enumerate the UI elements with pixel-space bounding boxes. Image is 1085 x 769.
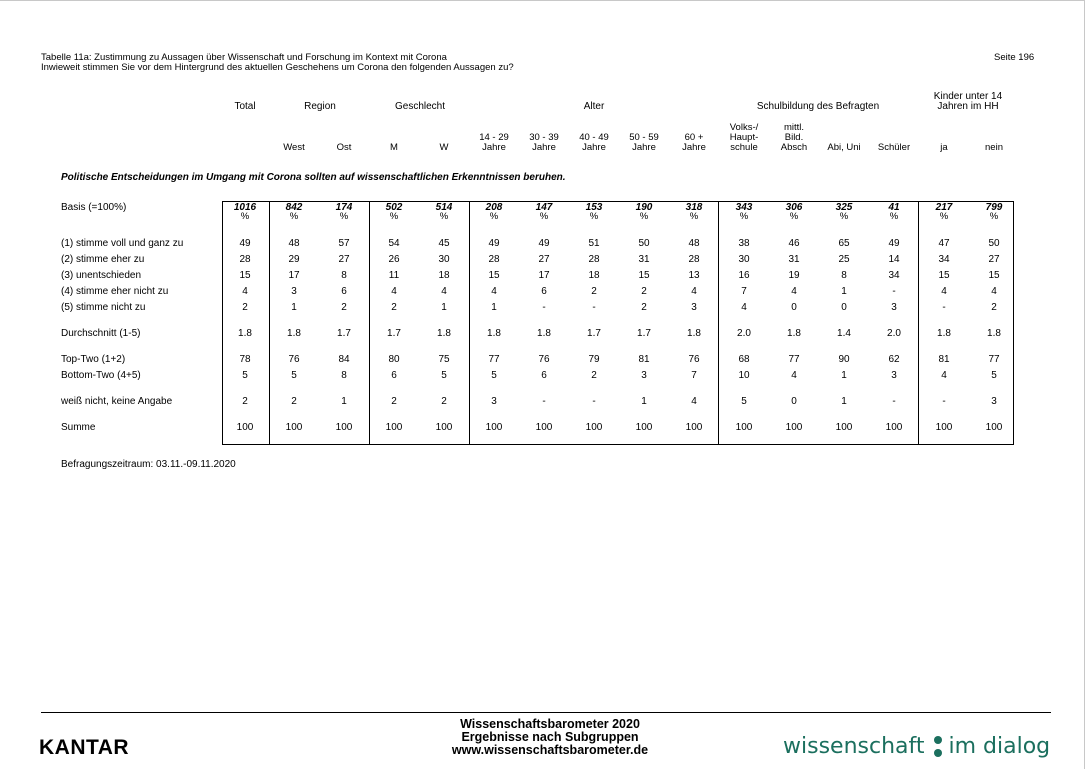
table-cell: 49: [538, 238, 550, 249]
table-cell: 100: [385, 422, 403, 433]
table-cell: 17: [538, 270, 550, 281]
basis-percent-cell: %: [789, 211, 799, 222]
page-number: Seite 196: [994, 52, 1035, 63]
table-cell: 1.7: [337, 328, 351, 339]
table-cell: 47: [938, 238, 950, 249]
table-cell: -: [892, 286, 896, 297]
table-cell: 26: [388, 254, 400, 265]
basis-cell: 306: [785, 202, 803, 213]
table-cell: 10: [738, 370, 750, 381]
table-cell: 1.8: [937, 328, 951, 339]
table-cell: 15: [988, 270, 1000, 281]
table-cell: 8: [341, 370, 347, 381]
basis-cell: 41: [888, 202, 900, 213]
basis-cell: 343: [735, 202, 753, 213]
table-cell: 4: [691, 286, 697, 297]
column-header-l2: 30 - 39: [529, 132, 559, 143]
column-header-l3: Jahre: [682, 142, 706, 153]
table-cell: 2: [391, 302, 397, 313]
basis-cell: 799: [985, 202, 1003, 213]
table-cell: 100: [285, 422, 303, 433]
table-cell: 1: [441, 302, 447, 313]
table-cell: -: [592, 302, 596, 313]
survey-period: Befragungszeitraum: 03.11.-09.11.2020: [61, 459, 236, 470]
table-cell: 2: [991, 302, 997, 313]
table-cell: 13: [688, 270, 700, 281]
basis-label: Basis (=100%): [61, 202, 127, 213]
table-cell: 8: [841, 270, 847, 281]
row-label: Bottom-Two (4+5): [61, 370, 141, 381]
table-cell: 2: [341, 302, 347, 313]
table-cell: 30: [438, 254, 450, 265]
table-cell: 79: [588, 354, 600, 365]
table-cell: 100: [785, 422, 803, 433]
footer-divider: [41, 712, 1051, 713]
table-cell: 8: [341, 270, 347, 281]
table-cell: 77: [988, 354, 1000, 365]
table-cell: 100: [935, 422, 953, 433]
table-cell: 3: [291, 286, 297, 297]
table-cell: 100: [885, 422, 903, 433]
table-cell: 4: [791, 370, 797, 381]
table-cell: 15: [938, 270, 950, 281]
column-header-l3: Jahre: [632, 142, 656, 153]
table-cell: 81: [638, 354, 650, 365]
table-cell: 34: [938, 254, 950, 265]
table-cell: 2: [242, 396, 248, 407]
group-kinder-line1: Kinder unter 14: [933, 91, 1003, 102]
table-cell: 5: [441, 370, 447, 381]
table-cell: 3: [691, 302, 697, 313]
table-cell: 54: [388, 238, 400, 249]
table-cell: 76: [538, 354, 550, 365]
table-cell: 80: [388, 354, 400, 365]
table-cell: 100: [335, 422, 353, 433]
table-cell: 100: [985, 422, 1003, 433]
table-cell: -: [892, 396, 896, 407]
divider-geschlecht: [469, 201, 470, 445]
table-cell: 49: [239, 238, 251, 249]
column-header-l2: 50 - 59: [629, 132, 659, 143]
table-cell: 4: [941, 286, 947, 297]
column-header-l3: West: [283, 142, 305, 153]
table-cell: 4: [941, 370, 947, 381]
table-cell: 28: [239, 254, 251, 265]
column-header-l1: mittl.: [783, 122, 805, 133]
table-cell: 1.7: [387, 328, 401, 339]
row-label: (1) stimme voll und ganz zu: [61, 238, 184, 249]
row-label: weiß nicht, keine Angabe: [61, 396, 173, 407]
table-cell: 27: [338, 254, 350, 265]
basis-percent-cell: %: [289, 211, 299, 222]
table-cell: 19: [788, 270, 800, 281]
table-cell: 100: [835, 422, 853, 433]
table-cell: 5: [491, 370, 497, 381]
table-cell: 1: [491, 302, 497, 313]
table-cell: 31: [638, 254, 650, 265]
table-cell: 28: [488, 254, 500, 265]
column-header-l3: Schüler: [877, 142, 911, 153]
table-cell: 75: [438, 354, 450, 365]
row-label: Summe: [61, 422, 96, 433]
table-cell: 7: [741, 286, 747, 297]
column-header-l2: 60 +: [684, 132, 704, 143]
table-cell: 2.0: [737, 328, 751, 339]
table-cell: 100: [685, 422, 703, 433]
table-cell: 84: [338, 354, 350, 365]
table-cell: 38: [738, 238, 750, 249]
column-header-l2: 40 - 49: [579, 132, 609, 143]
table-cell: 29: [288, 254, 300, 265]
table-cell: 76: [688, 354, 700, 365]
table-cell: 50: [988, 238, 1000, 249]
table-cell: 2: [242, 302, 248, 313]
basis-cell: 1016: [233, 202, 257, 213]
table-cell: 3: [991, 396, 997, 407]
column-header-l3: nein: [985, 142, 1003, 153]
basis-percent-cell: %: [939, 211, 949, 222]
table-cell: 2: [441, 396, 447, 407]
table-cell: 78: [239, 354, 251, 365]
row-label: (4) stimme eher nicht zu: [61, 286, 169, 297]
table-cell: 4: [991, 286, 997, 297]
table-cell: 1.4: [837, 328, 851, 339]
table-cell: 76: [288, 354, 300, 365]
table-cell: 3: [641, 370, 647, 381]
basis-percent-cell: %: [989, 211, 999, 222]
basis-cell: 842: [285, 202, 303, 213]
basis-percent-cell: %: [589, 211, 599, 222]
table-cell: 11: [388, 270, 400, 281]
table-cell: 1.7: [587, 328, 601, 339]
table-cell: 68: [738, 354, 750, 365]
table-cell: 1.8: [687, 328, 701, 339]
table-cell: 49: [888, 238, 900, 249]
row-label: (2) stimme eher zu: [61, 254, 145, 265]
table-cell: 14: [888, 254, 900, 265]
table-cell: 4: [491, 286, 497, 297]
basis-percent-cell: %: [689, 211, 699, 222]
table-cell: 100: [585, 422, 603, 433]
table-cell: 77: [488, 354, 500, 365]
logo-word-1: wissenschaft: [783, 734, 925, 759]
column-header-l3: ja: [940, 142, 948, 153]
row-label: (3) unentschieden: [61, 270, 142, 281]
column-header-l3: Jahre: [532, 142, 556, 153]
table-cell: 48: [688, 238, 700, 249]
table-cell: 5: [741, 396, 747, 407]
basis-percent-cell: %: [439, 211, 449, 222]
group-alter: Alter: [583, 101, 605, 112]
table-cell: 1.8: [238, 328, 252, 339]
column-header-l3: W: [439, 142, 449, 153]
kantar-logo: KANTAR: [39, 736, 130, 759]
logo-colon-icon: [932, 735, 944, 759]
basis-cell: 514: [435, 202, 453, 213]
table-cell: 100: [435, 422, 453, 433]
table-cell: 4: [242, 286, 248, 297]
column-header-l3: Jahre: [482, 142, 506, 153]
column-header-l3: Jahre: [582, 142, 606, 153]
basis-percent-cell: %: [240, 211, 250, 222]
column-header-l3: schule: [730, 142, 758, 153]
group-total: Total: [234, 101, 256, 112]
table-cell: 6: [541, 286, 547, 297]
table-cell: 4: [441, 286, 447, 297]
table-cell: 1.8: [987, 328, 1001, 339]
table-cell: 45: [438, 238, 450, 249]
table-cell: 2: [641, 286, 647, 297]
table-cell: 34: [888, 270, 900, 281]
table-cell: 50: [638, 238, 650, 249]
basis-percent-cell: %: [889, 211, 899, 222]
table-cell: 18: [588, 270, 600, 281]
page-frame-top: [0, 0, 1085, 1]
table-cell: 100: [485, 422, 503, 433]
table-cell: 2: [391, 396, 397, 407]
column-header-l2: Bild.: [784, 132, 804, 143]
table-cell: 6: [341, 286, 347, 297]
table-cell: 3: [491, 396, 497, 407]
table-cell: 6: [391, 370, 397, 381]
table-cell: 65: [838, 238, 850, 249]
table-cell: 1: [841, 396, 847, 407]
table-cell: 1: [291, 302, 297, 313]
table-cell: 57: [338, 238, 350, 249]
table-cell: 5: [991, 370, 997, 381]
group-region: Region: [304, 101, 336, 112]
statement-text: Politische Entscheidungen im Umgang mit Corona sollten auf wissenschaftlichen Erkenntnissen beruhen.: [61, 172, 566, 183]
table-cell: 51: [588, 238, 600, 249]
basis-cell: 325: [835, 202, 853, 213]
table-cell: 4: [741, 302, 747, 313]
table-cell: 100: [236, 422, 254, 433]
table-cell: 100: [535, 422, 553, 433]
column-header-l2: 14 - 29: [479, 132, 509, 143]
table-cell: 100: [635, 422, 653, 433]
footer-line-1: Wissenschaftsbarometer 2020: [460, 717, 640, 731]
column-header-l1: Volks-/: [729, 122, 759, 133]
table-cell: 1.7: [637, 328, 651, 339]
divider-region: [369, 201, 370, 445]
basis-cell: 174: [335, 202, 353, 213]
basis-cell: 502: [385, 202, 403, 213]
logo-word-2: im dialog: [948, 734, 1051, 759]
table-cell: 62: [888, 354, 900, 365]
table-cell: 81: [938, 354, 950, 365]
table-cell: 6: [541, 370, 547, 381]
basis-cell: 190: [635, 202, 653, 213]
table-cell: 49: [488, 238, 500, 249]
table-cell: 1.8: [487, 328, 501, 339]
basis-cell: 147: [535, 202, 553, 213]
table-cell: 1: [841, 286, 847, 297]
table-cell: -: [942, 396, 946, 407]
column-header-l3: M: [390, 142, 398, 153]
basis-cell: 318: [685, 202, 703, 213]
table-cell: 0: [791, 302, 797, 313]
table-cell: 0: [841, 302, 847, 313]
basis-percent-cell: %: [639, 211, 649, 222]
table-cell: 28: [588, 254, 600, 265]
table-cell: -: [592, 396, 596, 407]
basis-percent-cell: %: [539, 211, 549, 222]
basis-cell: 208: [485, 202, 503, 213]
table-cell: 1.8: [287, 328, 301, 339]
table-cell: 5: [291, 370, 297, 381]
table-cell: 77: [788, 354, 800, 365]
table-cell: 18: [438, 270, 450, 281]
column-header-l2: Haupt-: [729, 132, 759, 143]
table-cell: 1: [641, 396, 647, 407]
table-cell: 3: [891, 370, 897, 381]
basis-cell: 217: [935, 202, 953, 213]
table-cell: 16: [738, 270, 750, 281]
table-cell: 7: [691, 370, 697, 381]
basis-cell: 153: [585, 202, 603, 213]
basis-percent-cell: %: [389, 211, 399, 222]
table-cell: 15: [488, 270, 500, 281]
question-text: Inwieweit stimmen Sie vor dem Hintergrund des aktuellen Geschehens um Corona den folgenden Aussagen zu?: [41, 62, 514, 73]
basis-percent-cell: %: [489, 211, 499, 222]
divider-schulbildung: [918, 201, 919, 445]
divider-alter: [718, 201, 719, 445]
table-cell: 30: [738, 254, 750, 265]
table-cell: 2: [291, 396, 297, 407]
footer-line-2: Ergebnisse nach Subgruppen: [461, 730, 639, 744]
table-cell: 4: [691, 396, 697, 407]
footer-line-3: www.wissenschaftsbarometer.de: [451, 743, 649, 757]
table-cell: -: [942, 302, 946, 313]
table-cell: 5: [242, 370, 248, 381]
table-cell: 27: [538, 254, 550, 265]
group-schulbildung: Schulbildung des Befragten: [756, 101, 880, 112]
table-cell: -: [542, 302, 546, 313]
table-cell: 27: [988, 254, 1000, 265]
row-label: Durchschnitt (1-5): [61, 328, 141, 339]
basis-percent-cell: %: [339, 211, 349, 222]
column-header-l3: Abi, Uni: [827, 142, 861, 153]
table-cell: 31: [788, 254, 800, 265]
column-header-l3: Ost: [336, 142, 352, 153]
table-cell: 2: [591, 370, 597, 381]
table-cell: 100: [735, 422, 753, 433]
table-title: Tabelle 11a: Zustimmung zu Aussagen über Wissenschaft und Forschung im Kontext mit Corona: [41, 52, 447, 63]
table-cell: 46: [788, 238, 800, 249]
basis-percent-cell: %: [739, 211, 749, 222]
table-cell: 25: [838, 254, 850, 265]
basis-percent-cell: %: [839, 211, 849, 222]
group-geschlecht: Geschlecht: [394, 101, 446, 112]
column-header-l3: Absch: [780, 142, 808, 153]
divider-total: [269, 201, 270, 445]
table-cell: 3: [891, 302, 897, 313]
table-cell: 1.8: [537, 328, 551, 339]
table-cell: 1.8: [437, 328, 451, 339]
table-cell: 2: [591, 286, 597, 297]
table-cell: 2: [641, 302, 647, 313]
row-label: Top-Two (1+2): [61, 354, 126, 365]
group-kinder-line2: Jahren im HH: [937, 101, 999, 112]
table-cell: 1: [341, 396, 347, 407]
table-cell: 4: [791, 286, 797, 297]
table-cell: 28: [688, 254, 700, 265]
table-cell: 1: [841, 370, 847, 381]
table-cell: 15: [638, 270, 650, 281]
table-cell: 48: [288, 238, 300, 249]
table-cell: 15: [239, 270, 251, 281]
table-cell: -: [542, 396, 546, 407]
table-cell: 1.8: [787, 328, 801, 339]
row-label: (5) stimme nicht zu: [61, 302, 146, 313]
table-cell: 2.0: [887, 328, 901, 339]
table-cell: 17: [288, 270, 300, 281]
table-cell: 0: [791, 396, 797, 407]
table-cell: 90: [838, 354, 850, 365]
wissenschaft-im-dialog-logo: [783, 734, 1050, 759]
table-cell: 4: [391, 286, 397, 297]
